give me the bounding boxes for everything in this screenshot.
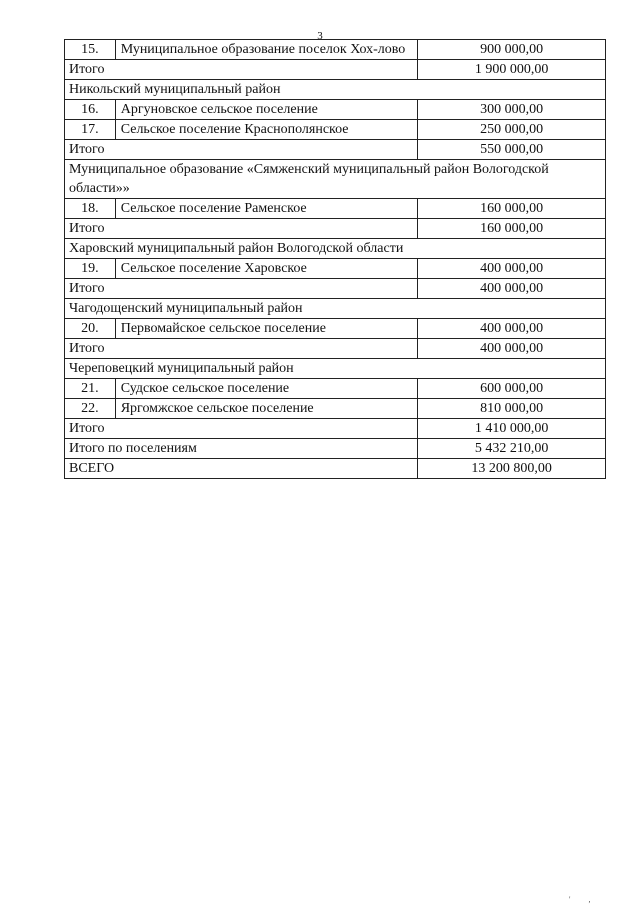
table-row (65, 199, 606, 219)
row-number: 18. (65, 199, 116, 219)
table-row (65, 259, 606, 279)
total-row (65, 140, 606, 160)
table-row (65, 319, 606, 339)
row-number: 17. (65, 120, 116, 140)
total-amount: 400 000,00 (418, 279, 606, 299)
total-label: Итого (65, 279, 418, 299)
page-number: 3 (317, 30, 323, 42)
total-label: Итого по поселениям (65, 439, 418, 459)
total-row (65, 339, 606, 359)
settlement-name: Муниципальное образование поселок Хох-лово (115, 40, 417, 60)
total-label: Итого (65, 419, 418, 439)
district-heading-row (65, 239, 606, 259)
amount: 400 000,00 (418, 259, 606, 279)
district-heading: Чагодощенский муниципальный район (65, 299, 606, 319)
row-number: 19. (65, 259, 116, 279)
district-heading-row (65, 160, 606, 199)
settlement-name: Яргомжское сельское поселение (115, 399, 417, 419)
total-amount: 5 432 210,00 (418, 439, 606, 459)
settlement-name: Аргуновское сельское поселение (115, 100, 417, 120)
total-label: Итого (65, 219, 418, 239)
total-amount: 550 000,00 (418, 140, 606, 160)
district-heading-row (65, 80, 606, 100)
amount: 160 000,00 (418, 199, 606, 219)
district-heading: Никольский муниципальный район (65, 80, 606, 100)
total-label: ВСЕГО (65, 459, 418, 479)
total-row (65, 219, 606, 239)
district-heading-row (65, 359, 606, 379)
total-amount: 400 000,00 (418, 339, 606, 359)
district-heading: Харовский муниципальный район Вологодской области (65, 239, 606, 259)
total-row (65, 419, 606, 439)
district-heading: Череповецкий муниципальный район (65, 359, 606, 379)
row-number: 21. (65, 379, 116, 399)
table-row (65, 379, 606, 399)
amount: 300 000,00 (418, 100, 606, 120)
total-row (65, 279, 606, 299)
total-row (65, 439, 606, 459)
settlement-name: Сельское поселение Харовское (115, 259, 417, 279)
total-row (65, 60, 606, 80)
table-row (65, 100, 606, 120)
settlement-name: Сельское поселение Раменское (115, 199, 417, 219)
row-number: 20. (65, 319, 116, 339)
amount: 250 000,00 (418, 120, 606, 140)
amount: 600 000,00 (418, 379, 606, 399)
total-label: Итого (65, 60, 418, 80)
amount: 900 000,00 (418, 40, 606, 60)
total-amount: 1 900 000,00 (418, 60, 606, 80)
amount: 810 000,00 (418, 399, 606, 419)
row-number: 15. (65, 40, 116, 60)
settlement-name: Первомайское сельское поселение (115, 319, 417, 339)
total-label: Итого (65, 339, 418, 359)
district-heading-row (65, 299, 606, 319)
total-amount: 13 200 800,00 (418, 459, 606, 479)
table-row (65, 40, 606, 60)
table-row (65, 399, 606, 419)
table-row (65, 120, 606, 140)
total-amount: 1 410 000,00 (418, 419, 606, 439)
settlement-name: Сельское поселение Краснополянское (115, 120, 417, 140)
settlement-name: Судское сельское поселение (115, 379, 417, 399)
total-row (65, 459, 606, 479)
footer-marks: ' , (569, 895, 599, 904)
amount: 400 000,00 (418, 319, 606, 339)
row-number: 16. (65, 100, 116, 120)
district-heading: Муниципальное образование «Сямженский муниципальный район Вологодской области»» (65, 160, 606, 199)
subsidy-table (64, 39, 606, 479)
total-label: Итого (65, 140, 418, 160)
row-number: 22. (65, 399, 116, 419)
total-amount: 160 000,00 (418, 219, 606, 239)
